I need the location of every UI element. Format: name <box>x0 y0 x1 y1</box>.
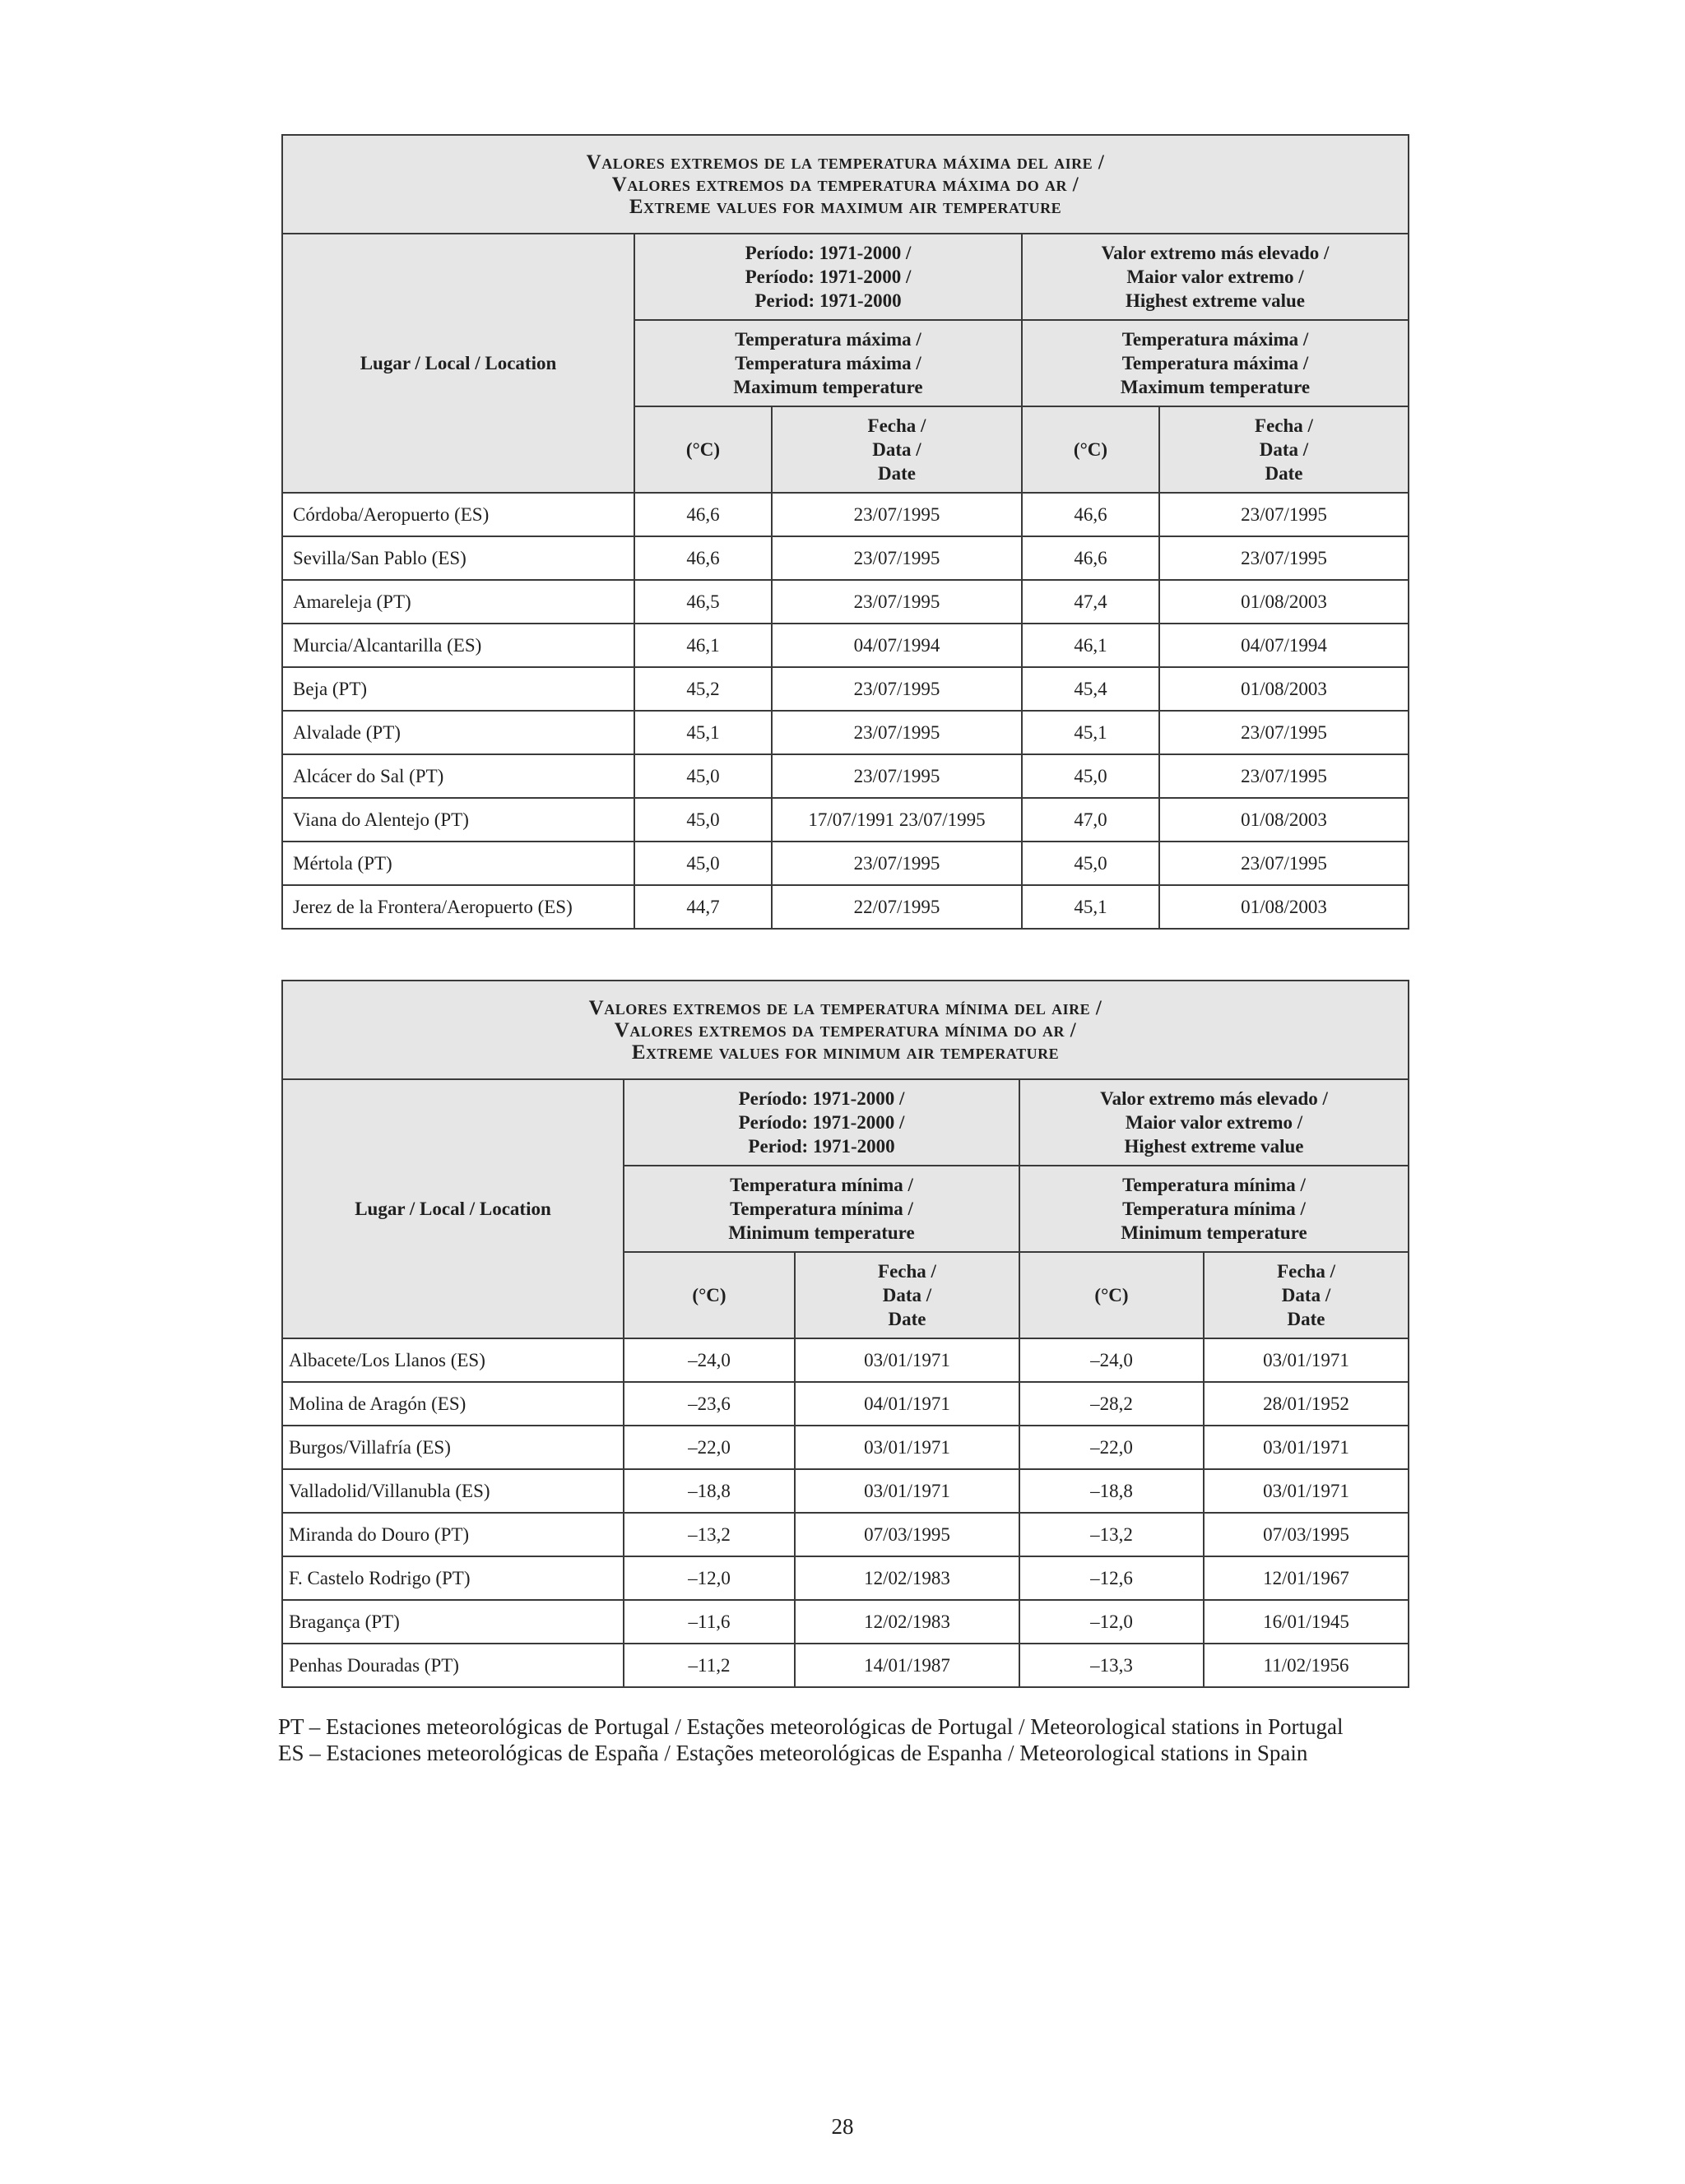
period-date-cell: 23/07/1995 <box>772 711 1022 754</box>
extreme-date-cell: 16/01/1945 <box>1204 1600 1409 1644</box>
location-cell: Miranda do Douro (PT) <box>282 1513 624 1556</box>
table-row <box>282 1556 1409 1600</box>
table-row <box>282 1382 1409 1426</box>
table-row <box>282 624 1409 667</box>
location-cell: Amareleja (PT) <box>282 580 634 624</box>
period-temp-cell: –18,8 <box>624 1469 795 1513</box>
period-date-cell: 07/03/1995 <box>795 1513 1019 1556</box>
period-header: Período: 1971-2000 / Período: 1971-2000 / Period: 1971-2000 <box>624 1079 1019 1166</box>
period-temp-cell: –13,2 <box>624 1513 795 1556</box>
table-row <box>282 1338 1409 1382</box>
location-cell: Molina de Aragón (ES) <box>282 1382 624 1426</box>
extreme-date-cell: 07/03/1995 <box>1204 1513 1409 1556</box>
extreme-temp-cell: –12,0 <box>1019 1600 1204 1644</box>
extreme-header: Valor extremo más elevado / Maior valor extremo / Highest extreme value <box>1019 1079 1409 1166</box>
location-cell: Alcácer do Sal (PT) <box>282 754 634 798</box>
location-cell: Albacete/Los Llanos (ES) <box>282 1338 624 1382</box>
period-date-cell: 14/01/1987 <box>795 1644 1019 1687</box>
location-cell: Córdoba/Aeropuerto (ES) <box>282 493 634 536</box>
table-row <box>282 842 1409 885</box>
period-temp-cell: 46,1 <box>634 624 772 667</box>
table-row <box>282 1513 1409 1556</box>
period-date-cell: 17/07/1991 23/07/1995 <box>772 798 1022 842</box>
period-temp-cell: 45,0 <box>634 798 772 842</box>
location-cell: Burgos/Villafría (ES) <box>282 1426 624 1469</box>
location-cell: Valladolid/Villanubla (ES) <box>282 1469 624 1513</box>
extreme-temp-cell: 46,6 <box>1022 536 1159 580</box>
period-temp-cell: –12,0 <box>624 1556 795 1600</box>
extreme-temp-cell: 45,1 <box>1022 711 1159 754</box>
extreme-date-cell: 28/01/1952 <box>1204 1382 1409 1426</box>
extreme-temp-cell: –18,8 <box>1019 1469 1204 1513</box>
extreme-date-cell: 23/07/1995 <box>1159 493 1409 536</box>
temperature-header: Temperatura máxima / Temperatura máxima / Maximum temperature <box>634 320 1022 406</box>
period-temp-cell: –23,6 <box>624 1382 795 1426</box>
footnote-pt: PT – Estaciones meteorológicas de Portugal / Estações meteorológicas de Portugal / Meteorological stations in Portugal <box>278 1714 1344 1739</box>
table-row <box>282 1426 1409 1469</box>
extreme-date-cell: 23/07/1995 <box>1159 842 1409 885</box>
period-date-cell: 12/02/1983 <box>795 1600 1019 1644</box>
extreme-temp-cell: 45,0 <box>1022 754 1159 798</box>
location-header: Lugar / Local / Location <box>282 234 634 493</box>
period-temp-cell: 46,6 <box>634 536 772 580</box>
temperature-header: Temperatura mínima / Temperatura mínima / Minimum temperature <box>1019 1166 1409 1252</box>
location-cell: Bragança (PT) <box>282 1600 624 1644</box>
extreme-temp-cell: –12,6 <box>1019 1556 1204 1600</box>
extreme-date-cell: 23/07/1995 <box>1159 754 1409 798</box>
extreme-date-cell: 23/07/1995 <box>1159 711 1409 754</box>
unit-header: (°C) <box>1019 1252 1204 1338</box>
location-cell: Mértola (PT) <box>282 842 634 885</box>
extreme-date-cell: 23/07/1995 <box>1159 536 1409 580</box>
location-cell: Sevilla/San Pablo (ES) <box>282 536 634 580</box>
extreme-temp-cell: 46,6 <box>1022 493 1159 536</box>
extreme-date-cell: 01/08/2003 <box>1159 667 1409 711</box>
table-title: Valores extremos de la temperatura máxima del aire / Valores extremos da temperatura máxima do ar / Extreme values for maximum air temperature <box>282 135 1409 234</box>
extreme-temp-cell: 45,4 <box>1022 667 1159 711</box>
table-row <box>282 798 1409 842</box>
temperature-header: Temperatura máxima / Temperatura máxima / Maximum temperature <box>1022 320 1409 406</box>
extreme-temp-cell: –24,0 <box>1019 1338 1204 1382</box>
extreme-temp-cell: 46,1 <box>1022 624 1159 667</box>
extreme-date-cell: 01/08/2003 <box>1159 885 1409 929</box>
extreme-date-cell: 01/08/2003 <box>1159 580 1409 624</box>
footnotes <box>278 1713 1343 1766</box>
table-row <box>282 536 1409 580</box>
period-temp-cell: –11,6 <box>624 1600 795 1644</box>
location-cell: F. Castelo Rodrigo (PT) <box>282 1556 624 1600</box>
period-date-cell: 23/07/1995 <box>772 493 1022 536</box>
period-temp-cell: 46,6 <box>634 493 772 536</box>
period-date-cell: 04/01/1971 <box>795 1382 1019 1426</box>
table-row <box>282 754 1409 798</box>
table-row <box>282 1600 1409 1644</box>
period-date-cell: 12/02/1983 <box>795 1556 1019 1600</box>
unit-header: (°C) <box>624 1252 795 1338</box>
min-temperature-table <box>281 980 1409 1688</box>
table-row <box>282 493 1409 536</box>
extreme-temp-cell: –22,0 <box>1019 1426 1204 1469</box>
extreme-date-cell: 03/01/1971 <box>1204 1469 1409 1513</box>
extreme-temp-cell: 47,0 <box>1022 798 1159 842</box>
extreme-temp-cell: –13,3 <box>1019 1644 1204 1687</box>
period-temp-cell: 45,2 <box>634 667 772 711</box>
extreme-temp-cell: 45,1 <box>1022 885 1159 929</box>
location-cell: Beja (PT) <box>282 667 634 711</box>
period-date-cell: 23/07/1995 <box>772 667 1022 711</box>
date-header: Fecha / Data / Date <box>772 406 1022 493</box>
location-cell: Penhas Douradas (PT) <box>282 1644 624 1687</box>
unit-header: (°C) <box>634 406 772 493</box>
period-temp-cell: 45,0 <box>634 754 772 798</box>
min-table-body <box>282 1338 1409 1687</box>
period-date-cell: 04/07/1994 <box>772 624 1022 667</box>
period-date-cell: 03/01/1971 <box>795 1338 1019 1382</box>
location-cell: Alvalade (PT) <box>282 711 634 754</box>
extreme-date-cell: 01/08/2003 <box>1159 798 1409 842</box>
period-temp-cell: 45,0 <box>634 842 772 885</box>
date-header: Fecha / Data / Date <box>1204 1252 1409 1338</box>
extreme-date-cell: 11/02/1956 <box>1204 1644 1409 1687</box>
table-row <box>282 580 1409 624</box>
extreme-date-cell: 04/07/1994 <box>1159 624 1409 667</box>
extreme-date-cell: 03/01/1971 <box>1204 1426 1409 1469</box>
period-date-cell: 23/07/1995 <box>772 536 1022 580</box>
temperature-header: Temperatura mínima / Temperatura mínima / Minimum temperature <box>624 1166 1019 1252</box>
location-header: Lugar / Local / Location <box>282 1079 624 1338</box>
extreme-temp-cell: 47,4 <box>1022 580 1159 624</box>
table-row <box>282 667 1409 711</box>
unit-header: (°C) <box>1022 406 1159 493</box>
period-date-cell: 23/07/1995 <box>772 842 1022 885</box>
period-temp-cell: –24,0 <box>624 1338 795 1382</box>
max-temperature-table <box>281 134 1409 930</box>
table-row <box>282 1644 1409 1687</box>
period-date-cell: 03/01/1971 <box>795 1426 1019 1469</box>
period-header: Período: 1971-2000 / Período: 1971-2000 / Period: 1971-2000 <box>634 234 1022 320</box>
period-date-cell: 03/01/1971 <box>795 1469 1019 1513</box>
location-cell: Murcia/Alcantarilla (ES) <box>282 624 634 667</box>
table-row <box>282 711 1409 754</box>
extreme-header: Valor extremo más elevado / Maior valor extremo / Highest extreme value <box>1022 234 1409 320</box>
period-temp-cell: 45,1 <box>634 711 772 754</box>
period-temp-cell: 46,5 <box>634 580 772 624</box>
date-header: Fecha / Data / Date <box>795 1252 1019 1338</box>
table-title: Valores extremos de la temperatura mínima del aire / Valores extremos da temperatura mínima do ar / Extreme values for minimum air temperature <box>282 981 1409 1079</box>
footnote-es: ES – Estaciones meteorológicas de España / Estações meteorológicas de Espanha / Meteorological stations in Spain <box>278 1741 1308 1765</box>
extreme-temp-cell: –13,2 <box>1019 1513 1204 1556</box>
extreme-temp-cell: 45,0 <box>1022 842 1159 885</box>
extreme-date-cell: 12/01/1967 <box>1204 1556 1409 1600</box>
period-date-cell: 23/07/1995 <box>772 754 1022 798</box>
date-header: Fecha / Data / Date <box>1159 406 1409 493</box>
extreme-date-cell: 03/01/1971 <box>1204 1338 1409 1382</box>
period-date-cell: 22/07/1995 <box>772 885 1022 929</box>
period-date-cell: 23/07/1995 <box>772 580 1022 624</box>
table-row <box>282 1469 1409 1513</box>
period-temp-cell: –22,0 <box>624 1426 795 1469</box>
location-cell: Jerez de la Frontera/Aeropuerto (ES) <box>282 885 634 929</box>
extreme-temp-cell: –28,2 <box>1019 1382 1204 1426</box>
page-number: 28 <box>831 2114 854 2139</box>
period-temp-cell: 44,7 <box>634 885 772 929</box>
table-row <box>282 885 1409 929</box>
location-cell: Viana do Alentejo (PT) <box>282 798 634 842</box>
max-table-body <box>282 493 1409 929</box>
period-temp-cell: –11,2 <box>624 1644 795 1687</box>
